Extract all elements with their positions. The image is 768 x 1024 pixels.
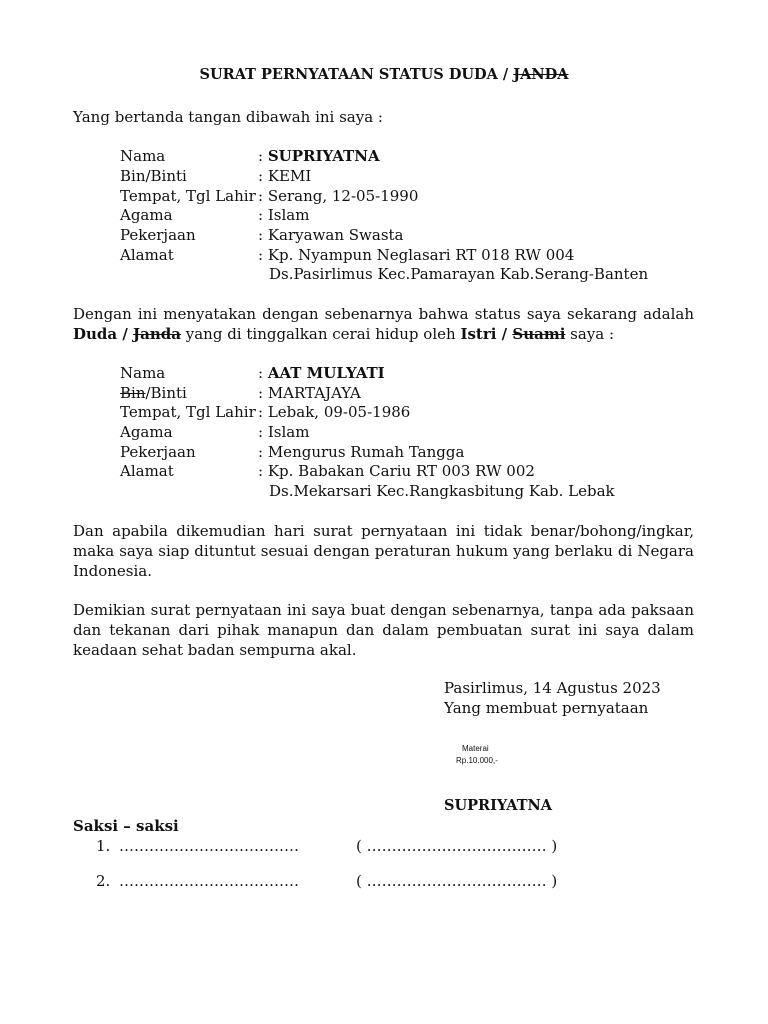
person1-agama-row: Agama : Islam xyxy=(120,206,310,224)
materai-label: Materai xyxy=(462,744,489,753)
person1-binti-row: Bin/Binti : KEMI xyxy=(120,167,312,185)
person1-binti: KEMI xyxy=(267,167,312,185)
person1-nama: SUPRIYATNA xyxy=(267,147,380,165)
witness-sign-line: ( ……………………………… ) xyxy=(356,837,558,855)
person2-binti: MARTAJAYA xyxy=(267,384,361,402)
person2-alamat: Kp. Babakan Cariu RT 003 RW 002 xyxy=(267,462,535,480)
document-title xyxy=(0,66,768,83)
person2-nama: AAT MULYATI xyxy=(267,364,385,382)
label: Bin/Binti xyxy=(120,384,187,402)
signer-name: SUPRIYATNA xyxy=(444,797,553,814)
witness-name-line: ……………………………… xyxy=(119,872,299,890)
statement-line2: Duda / Janda yang di tinggalkan cerai hidup oleh Istri / Suami saya : xyxy=(73,325,615,343)
person1-nama-row: Nama : SUPRIYATNA xyxy=(120,147,380,165)
person2-agama: Islam xyxy=(267,423,310,441)
struck-suami: Suami xyxy=(512,325,566,343)
person1-alamat-cont: Ds.Pasirlimus Kec.Pamarayan Kab.Serang-Banten xyxy=(269,265,649,283)
label: Tempat, Tgl Lahir xyxy=(120,403,256,421)
label: Agama xyxy=(120,423,173,441)
person1-alamat: Kp. Nyampun Neglasari RT 018 RW 004 xyxy=(267,246,575,264)
person1-pekerjaan: Karyawan Swasta xyxy=(267,226,404,244)
label: Pekerjaan xyxy=(120,226,196,244)
person1-agama: Islam xyxy=(267,206,310,224)
place-date: Pasirlimus, 14 Agustus 2023 xyxy=(444,679,661,697)
person2-agama-row: Agama : Islam xyxy=(120,423,310,441)
label: Alamat xyxy=(120,246,174,264)
statement-line1: Dengan ini menyatakan dengan sebenarnya bahwa status saya sekarang adalah xyxy=(73,305,694,323)
person2-nama-row: Nama : AAT MULYATI xyxy=(120,364,385,382)
signer-role: Yang membuat pernyataan xyxy=(444,699,649,717)
person2-ttl: Lebak, 09-05-1986 xyxy=(267,403,411,421)
intro-text: Yang bertanda tangan dibawah ini saya : xyxy=(73,108,383,126)
label: Agama xyxy=(120,206,173,224)
title-struck-janda: JANDA xyxy=(513,66,569,83)
witness-sign-line: ( ……………………………… ) xyxy=(356,872,558,890)
person1-alamat-row: Alamat : Kp. Nyampun Neglasari RT 018 RW 004 xyxy=(120,246,575,264)
person2-alamat-row: Alamat : Kp. Babakan Cariu RT 003 RW 002 xyxy=(120,462,535,480)
person1-ttl: Serang, 12-05-1990 xyxy=(267,187,419,205)
consequence-paragraph: Dan apabila dikemudian hari surat pernyataan ini tidak benar/bohong/ingkar, maka saya siap dituntut sesuai dengan peraturan hukum yang berlaku di Negara Indonesia. xyxy=(73,522,694,580)
person1-pekerjaan-row: Pekerjaan : Karyawan Swasta xyxy=(120,226,404,244)
closing-paragraph: Demikian surat pernyataan ini saya buat dengan sebenarnya, tanpa ada paksaan dan tekanan dari pihak manapun dan dalam pembuatan surat ini saya dalam keadaan sehat badan sempurna akal. xyxy=(73,601,694,659)
label: Nama xyxy=(120,147,166,165)
label: Alamat xyxy=(120,462,174,480)
statement-paragraph xyxy=(73,304,694,344)
label: Pekerjaan xyxy=(120,443,196,461)
label: Tempat, Tgl Lahir xyxy=(120,187,256,205)
struck-janda: Janda xyxy=(133,325,181,343)
witness-name-line: ……………………………… xyxy=(119,837,299,855)
witness-title: Saksi – saksi xyxy=(73,817,179,835)
person2-alamat-cont: Ds.Mekarsari Kec.Rangkasbitung Kab. Lebak xyxy=(269,482,615,500)
label: Nama xyxy=(120,364,166,382)
materai-value: Rp.10.000,- xyxy=(456,756,498,765)
person2-pekerjaan: Mengurus Rumah Tangga xyxy=(267,443,465,461)
label: Bin/Binti xyxy=(120,167,187,185)
person1-ttl-row: Tempat, Tgl Lahir : Serang, 12-05-1990 xyxy=(120,187,419,205)
person2-binti-row: Bin/Binti : MARTAJAYA xyxy=(120,384,361,402)
person2-pekerjaan-row: Pekerjaan : Mengurus Rumah Tangga xyxy=(120,443,465,461)
person2-ttl-row: Tempat, Tgl Lahir : Lebak, 09-05-1986 xyxy=(120,403,411,421)
title-text: SURAT PERNYATAAN STATUS DUDA / xyxy=(199,66,514,83)
